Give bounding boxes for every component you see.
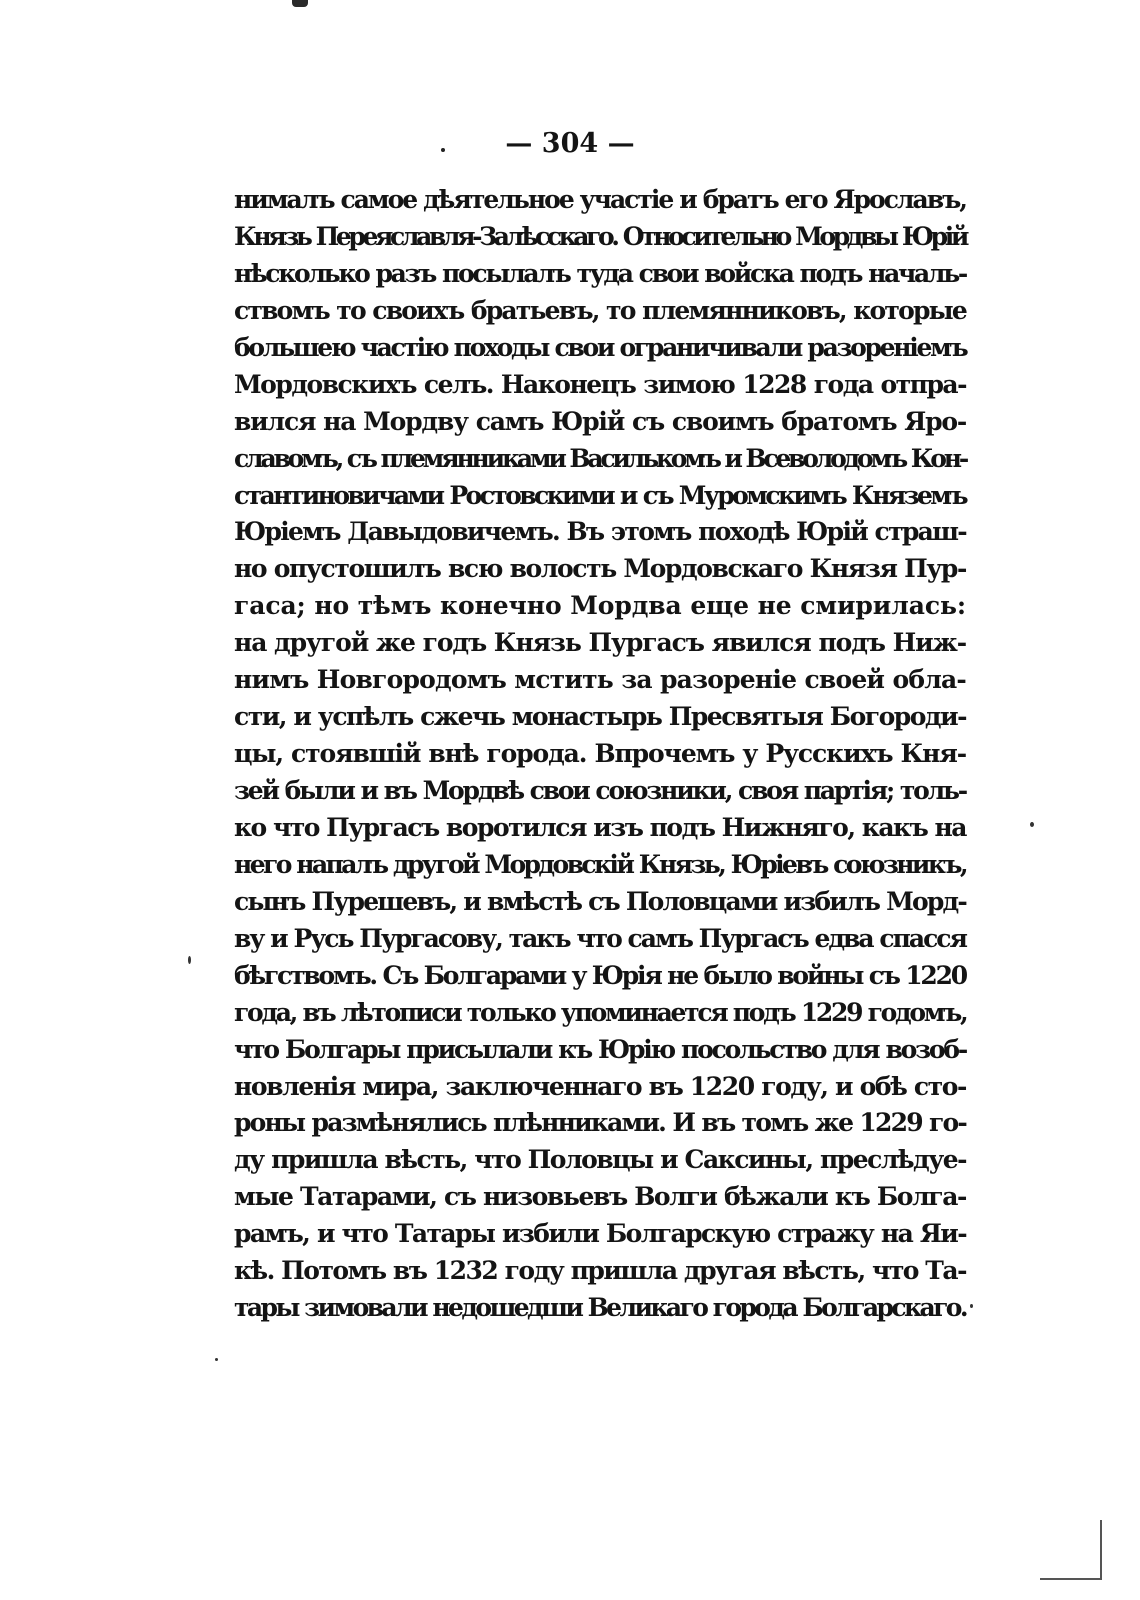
- scan-speck: [970, 1304, 973, 1308]
- text-line: ствомъ то своихъ братьевъ, то племянниковъ, которые: [234, 295, 966, 325]
- scan-speck: [188, 956, 191, 964]
- text-line: но опустошилъ всю волость Мордовскаго Князя Пур-: [234, 554, 966, 584]
- text-line: роны размѣнялись плѣнниками. И въ томъ же 1229 го-: [234, 1108, 966, 1138]
- body-text: [234, 182, 966, 1327]
- scan-edge-line: [1100, 1520, 1102, 1580]
- page-number: — 304 —: [505, 128, 635, 159]
- text-line: Юріемъ Давыдовичемъ. Въ этомъ походѣ Юрій страш-: [234, 517, 966, 547]
- text-line: новленія мира, заключеннаго въ 1220 году, и обѣ сто-: [234, 1071, 966, 1101]
- text-line: большею частію походы свои ограничивали разореніемъ: [234, 332, 967, 362]
- text-line: на другой же годъ Князь Пургасъ явился подъ Ниж-: [234, 628, 966, 658]
- text-line: стантиновичами Ростовскими и съ Муромскимъ Княземъ: [234, 480, 966, 510]
- scan-edge-line: [1040, 1578, 1102, 1580]
- text-line: зей были и въ Мордвѣ свои союзники, своя партія; толь-: [234, 776, 966, 805]
- text-line: года, въ лѣтописи только упоминается подъ 1229 годомъ,: [234, 997, 967, 1027]
- scan-speck: [1030, 822, 1034, 827]
- scan-speck: [215, 1358, 218, 1361]
- text-line: ко что Пургасъ воротился изъ подъ Нижняго, какъ на: [234, 812, 966, 842]
- text-line: вился на Мордву самъ Юрій съ своимъ братомъ Яро-: [234, 406, 966, 436]
- text-line: мые Татарами, съ низовьевъ Волги бѣжали къ Болга-: [234, 1182, 966, 1212]
- text-line: бѣгствомъ. Съ Болгарами у Юрія не было войны съ 1220: [234, 960, 966, 990]
- text-line: сти, и успѣлъ сжечь монастырь Пресвятыя Богороди-: [234, 702, 966, 732]
- text-line: тары зимовали недошедши Великаго города Болгарскаго.: [234, 1293, 966, 1323]
- text-line: гаса; но тѣмъ конечно Мордва еще не смирилась:: [234, 591, 966, 621]
- text-line: славомъ, съ племянниками Василькомъ и Всеволодомъ Кон-: [234, 443, 966, 473]
- text-line: рамъ, и что Татары избили Болгарскую стражу на Яи-: [234, 1219, 966, 1249]
- text-line: цы, стоявшій внѣ города. Впрочемъ у Русскихъ Кня-: [234, 739, 966, 769]
- text-line: ву и Русь Пургасову, такъ что самъ Пургасъ едва спасся: [234, 923, 966, 953]
- text-line: Князь Переяславля-Залѣсскаго. Относительно Мордвы Юрій: [234, 221, 966, 251]
- text-line: что Болгары присылали къ Юрію посольство для возоб-: [234, 1034, 966, 1064]
- scan-artifact-mark: [292, 0, 308, 7]
- text-line: нималъ самое дѣятельное участіе и братъ его Ярославъ,: [234, 185, 966, 214]
- text-line: ду пришла вѣсть, что Половцы и Саксины, преслѣдуе-: [234, 1145, 966, 1175]
- text-line: нѣсколько разъ посылалъ туда свои войска подъ началь-: [234, 258, 966, 288]
- text-line: Мордовскихъ селъ. Наконецъ зимою 1228 года отпра-: [234, 369, 966, 399]
- text-line: кѣ. Потомъ въ 1232 году пришла другая вѣсть, что Та-: [234, 1256, 966, 1286]
- text-line: него напалъ другой Мордовскій Князь, Юріевъ союзникъ,: [234, 849, 966, 879]
- text-line: сынъ Пурешевъ, и вмѣстѣ съ Половцами избилъ Морд-: [234, 886, 966, 916]
- text-line: нимъ Новгородомъ мстить за разореніе своей обла-: [234, 665, 966, 695]
